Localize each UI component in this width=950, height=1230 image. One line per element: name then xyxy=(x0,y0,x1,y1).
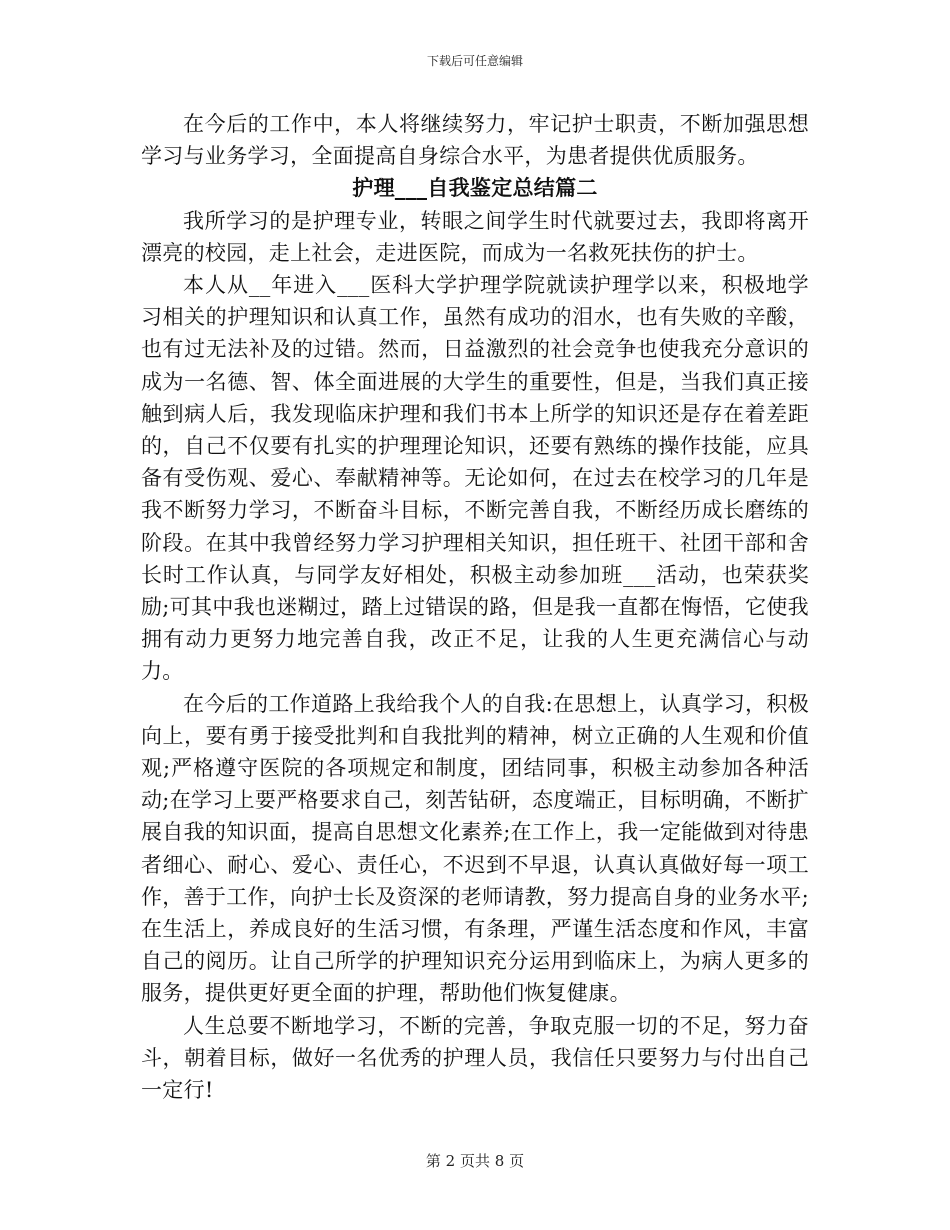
page-footer: 第 2 页共 8 页 xyxy=(425,1152,525,1170)
paragraph-1: 在今后的工作中，本人将继续努力，牢记护士职责，不断加强思想学习与业务学习，全面提高自身综合水平，为患者提供优质服务。 xyxy=(141,112,809,169)
document-body xyxy=(141,108,809,1106)
section-title: 护理___自我鉴定总结篇二 xyxy=(352,175,598,201)
paragraph-4: 在今后的工作道路上我给我个人的自我:在思想上，认真学习，积极向上，要有勇于接受批判和自我批判的精神，树立正确的人生观和价值观;严格遵守医院的各项规定和制度，团结同事，积极主动参加各种活动;在学习上要严格要求自己，刻苦钻研，态度端正，目标明确，不断扩展自我的知识面，提高自思想文化素养;在工作上，我一定能做到对待患者细心、耐心、爱心、责任心，不迟到不早退，认真认真做好每一项工作，善于工作，向护士长及资深的老师请教，努力提高自身的业务水平;在生活上，养成良好的生活习惯，有条理，严谨生活态度和作风，丰富自己的阅历。让自己所学的护理知识充分运用到临床上，为病人更多的服务，提供更好更全面的护理，帮助他们恢复健康。 xyxy=(141,691,809,1006)
paragraph-2: 我所学习的是护理专业，转眼之间学生时代就要过去，我即将离开漂亮的校园，走上社会，走进医院，而成为一名救死扶伤的护士。 xyxy=(141,208,809,265)
paragraph-3: 本人从__年进入___医科大学护理学院就读护理学以来，积极地学习相关的护理知识和认真工作，虽然有成功的泪水，也有失败的辛酸，也有过无法补及的过错。然而，日益激烈的社会竞争也使我充分意识的成为一名德、智、体全面进展的大学生的重要性，但是，当我们真正接触到病人后，我发现临床护理和我们书本上所学的知识还是存在着差距的，自己不仅要有扎实的护理理论知识，还要有熟练的操作技能，应具备有受伤观、爱心、奉献精神等。无论如何，在过去在校学习的几年是我不断努力学习，不断奋斗目标，不断完善自我，不断经历成长磨练的阶段。在其中我曾经努力学习护理相关知识，担任班干、社团干部和舍长时工作认真，与同学友好相处，积极主动参加班___活动，也荣获奖励;可其中我也迷糊过，踏上过错误的路，但是我一直都在悔悟，它使我拥有动力更努力地完善自我，改正不足，让我的人生更充满信心与动力。 xyxy=(141,273,809,684)
paragraph-5: 人生总要不断地学习，不断的完善，争取克服一切的不足，努力奋斗，朝着目标，做好一名优秀的护理人员，我信任只要努力与付出自己一定行! xyxy=(141,1013,809,1103)
page-header: 下载后可任意编辑 xyxy=(426,54,523,68)
